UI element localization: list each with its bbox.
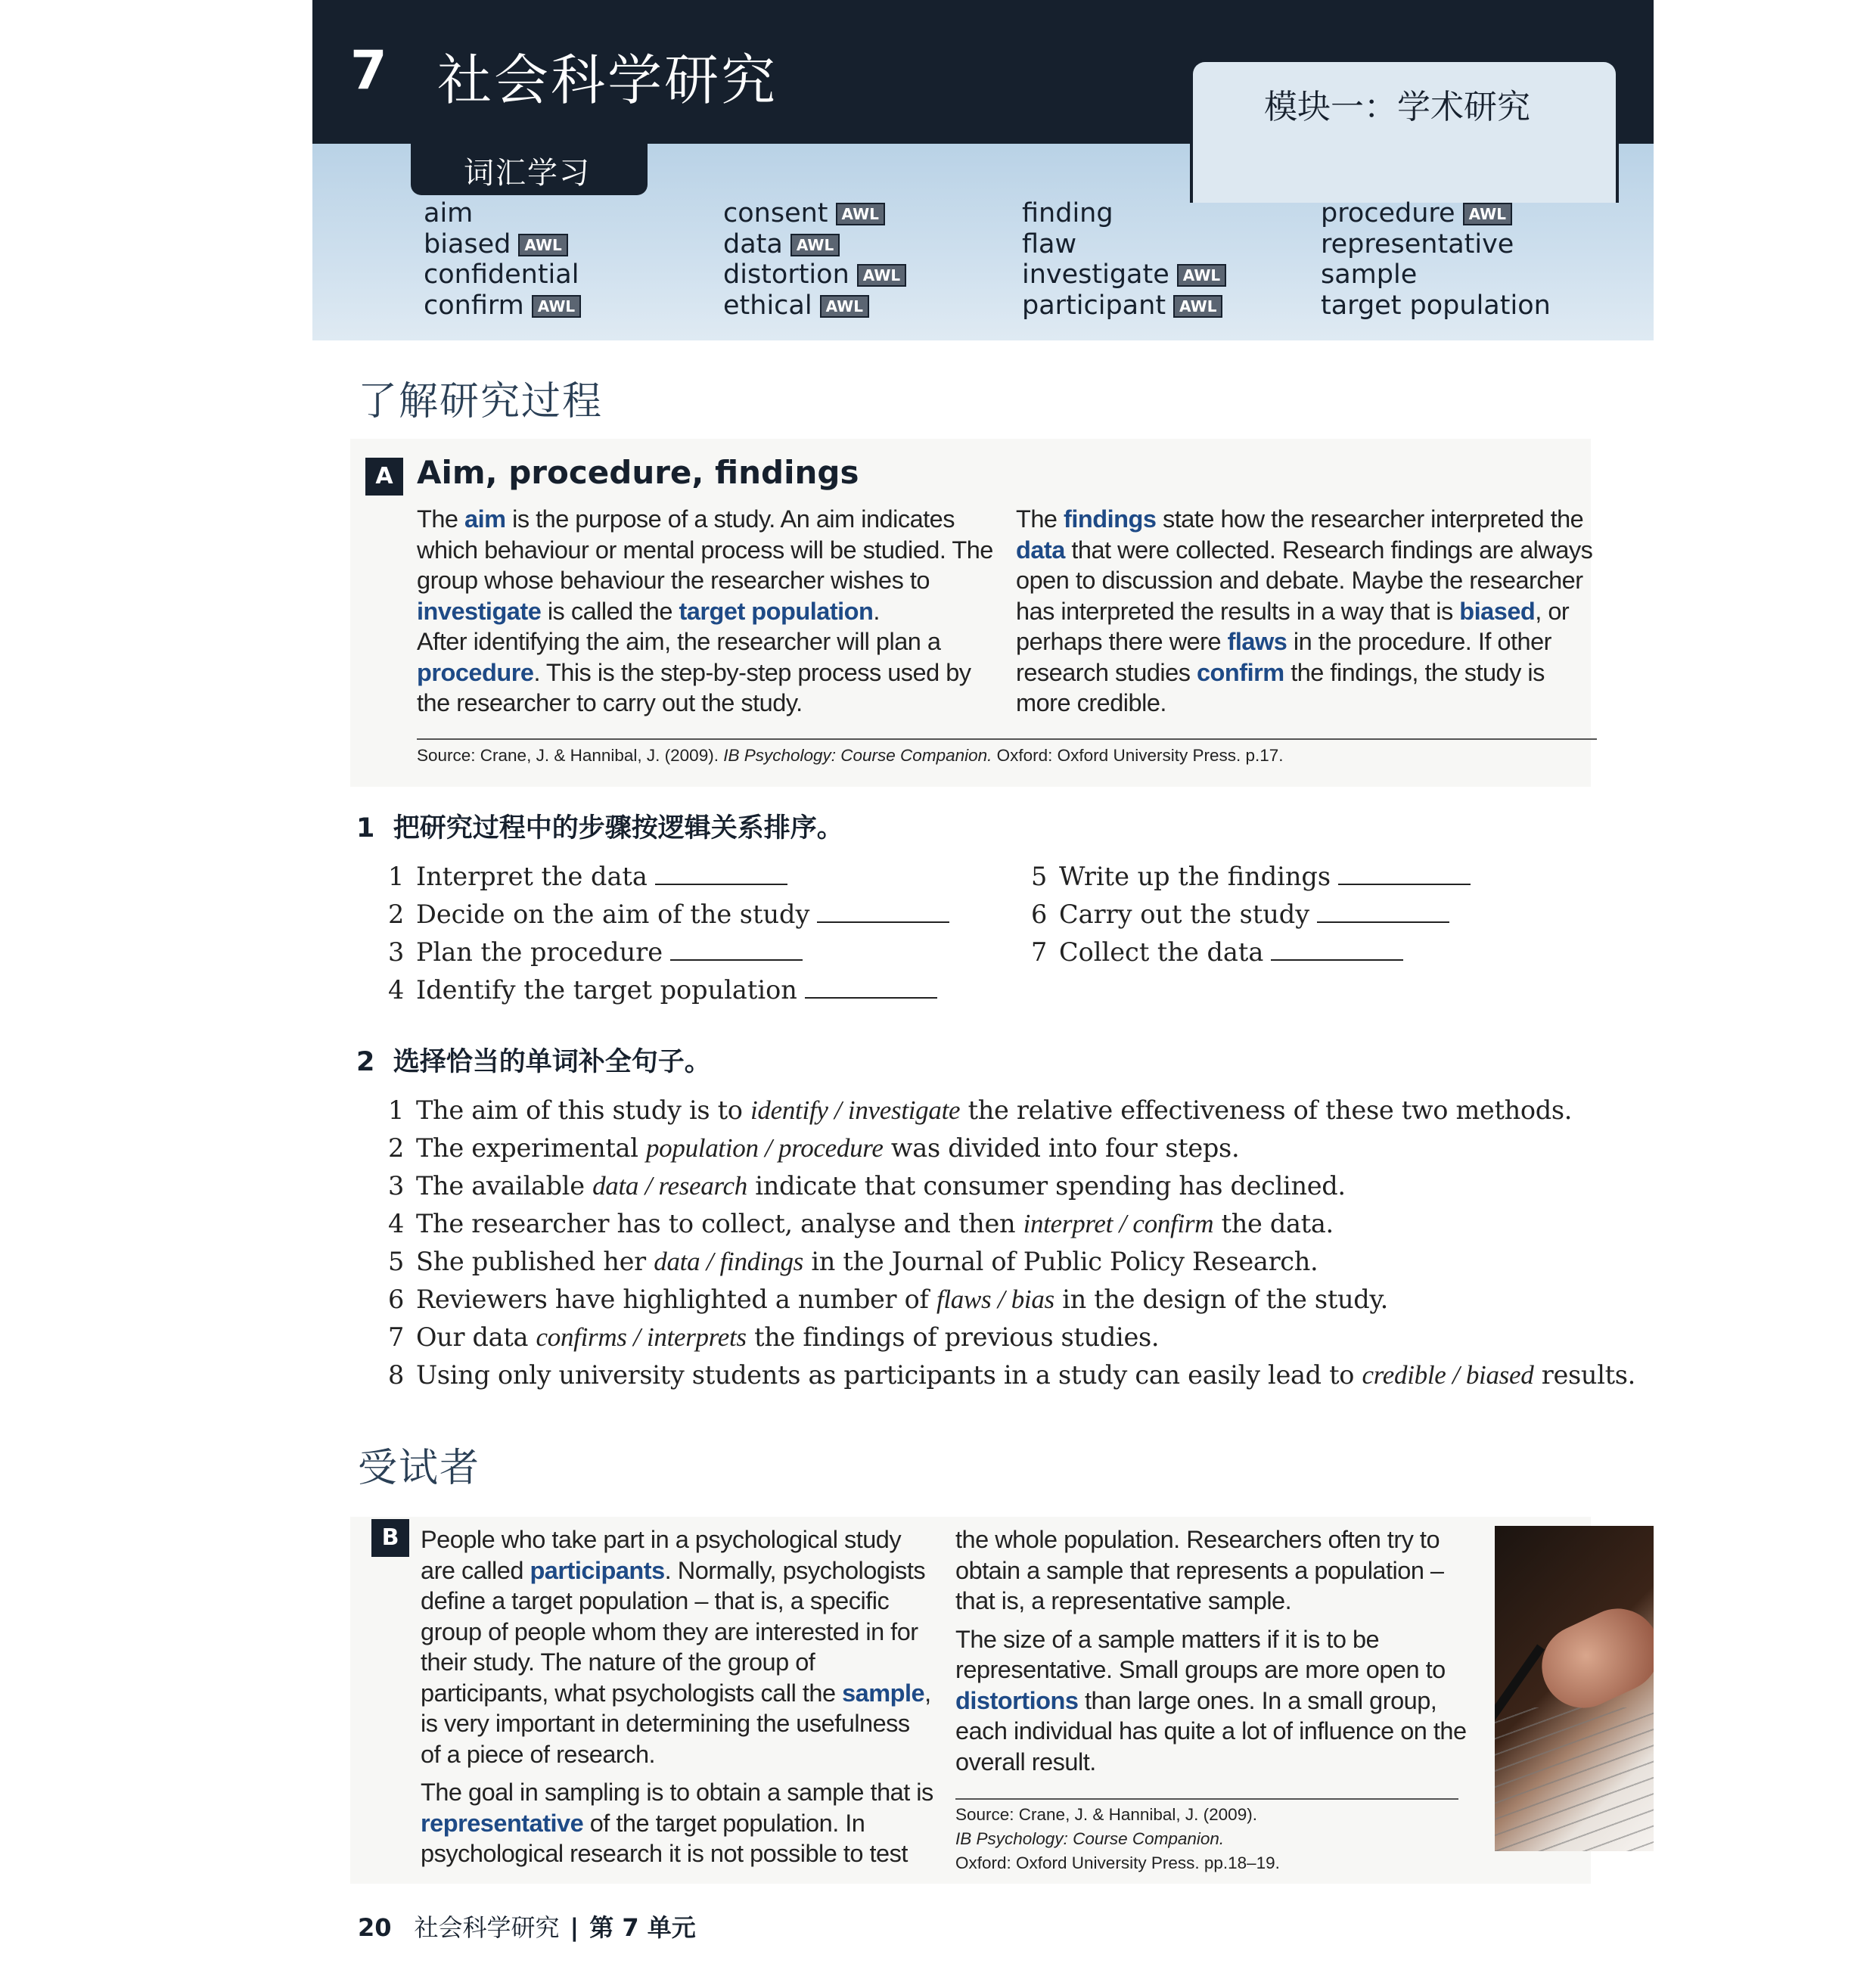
option-a[interactable]: identify: [750, 1095, 828, 1125]
answer-blank[interactable]: [655, 862, 787, 885]
box-a-heading: Aim, procedure, findings: [417, 454, 859, 491]
awl-badge: AWL: [820, 295, 869, 318]
option-a[interactable]: flaws: [936, 1285, 992, 1314]
box-b-badge: B: [371, 1519, 409, 1557]
item-text: results.: [1533, 1360, 1636, 1390]
section-title-research-process: 了解研究过程: [358, 379, 604, 424]
exercise-1-item: [1031, 896, 1471, 934]
awl-badge: AWL: [1177, 264, 1226, 287]
item-number: 3: [388, 937, 405, 967]
vocab-item: [723, 290, 906, 322]
keyword: aim: [464, 505, 506, 533]
item-text: Decide on the aim of the study: [416, 899, 810, 929]
vocab-word: representative: [1321, 228, 1514, 259]
item-text: Carry out the study: [1059, 899, 1310, 929]
item-number: 6: [388, 1285, 405, 1314]
item-text: Write up the findings: [1059, 862, 1331, 891]
vocab-item: [424, 229, 581, 260]
keyword: procedure: [417, 658, 534, 686]
keyword: findings: [1064, 505, 1157, 533]
keyword: confirm: [1196, 658, 1284, 686]
item-text: the data.: [1213, 1209, 1334, 1238]
item-text: The researcher has to collect, analyse and then: [416, 1209, 1023, 1238]
awl-badge: AWL: [836, 203, 885, 225]
item-text: Plan the procedure: [416, 937, 663, 967]
option-a[interactable]: data: [654, 1247, 700, 1276]
option-separator: /: [700, 1247, 720, 1276]
vocab-item: [1321, 290, 1551, 322]
vocab-item: [1321, 229, 1551, 260]
vocab-column-3: [1022, 198, 1226, 321]
awl-badge: AWL: [518, 234, 567, 256]
vocab-word: flaw: [1022, 228, 1077, 259]
vocab-item: [723, 259, 906, 290]
option-b[interactable]: biased: [1465, 1360, 1534, 1390]
option-b[interactable]: bias: [1011, 1285, 1054, 1314]
item-text: Our data: [416, 1322, 536, 1352]
vocab-word: finding: [1022, 198, 1113, 228]
keyword: sample: [842, 1679, 925, 1707]
vocab-word: confidential: [424, 259, 579, 290]
box-a-source: Source: Crane, J. & Hannibal, J. (2009). IB Psychology: Course Companion. Oxford: Oxford University Press. p.17.: [417, 746, 1284, 765]
option-a[interactable]: confirms: [536, 1322, 627, 1352]
exercise-1-item: [1031, 858, 1471, 896]
exercise-2-item: [388, 1319, 1635, 1356]
keyword: flaws: [1227, 628, 1287, 655]
item-text: Interpret the data: [416, 862, 648, 891]
option-separator: /: [1446, 1360, 1466, 1390]
vocab-item: [723, 198, 906, 229]
option-separator: /: [828, 1095, 848, 1125]
answer-blank[interactable]: [805, 976, 937, 999]
vocab-item: [723, 229, 906, 260]
keyword: investigate: [417, 597, 542, 625]
item-number: 1: [388, 862, 405, 891]
exercise-2-item: [388, 1129, 1635, 1167]
vocab-word: aim: [424, 198, 474, 228]
awl-badge: AWL: [1173, 295, 1222, 318]
exercise-1-list-right: [1031, 858, 1471, 971]
vocab-column-2: [723, 198, 906, 321]
textbook-page: [312, 0, 1654, 1976]
item-text: The experimental: [416, 1133, 646, 1163]
item-text: Identify the target population: [416, 975, 797, 1005]
item-number: 8: [388, 1360, 405, 1390]
keyword: target population: [679, 597, 874, 625]
option-a[interactable]: credible: [1362, 1360, 1446, 1390]
awl-badge: AWL: [790, 234, 840, 256]
item-number: 3: [388, 1171, 405, 1201]
box-b-column-2: the whole population. Researchers often try to obtain a sample that represents a population – that is, a representative sample. The size of a sample matters if it is to be representative. Small groups are more open to distortions than large ones. In a small group, each individual has quite a lot of influence on the overall result.: [955, 1526, 1467, 1776]
item-text: Reviewers have highlighted a number of: [416, 1285, 936, 1314]
vocab-word: procedure: [1321, 198, 1455, 228]
box-a-column-2: The findings state how the researcher interpreted the data that were collected. Research findings are always open to discussion and debate. Maybe the researcher has interpreted the results in a way that is biased, or perhaps there were flaws in the procedure. If other research studies confirm the findings, the study is more credible.: [1016, 505, 1593, 716]
option-separator: /: [626, 1322, 647, 1352]
keyword: participants: [530, 1556, 665, 1584]
vocabulary-tab-label: 词汇学习: [464, 156, 591, 191]
item-number: 2: [388, 1133, 405, 1163]
exercise-1-item: [388, 934, 949, 971]
item-number: 5: [388, 1247, 405, 1276]
vocab-item: [1321, 198, 1551, 229]
option-b[interactable]: investigate: [847, 1095, 961, 1125]
box-a-column-1: The aim is the purpose of a study. An aim indicates which behaviour or mental process will be studied. The group whose behaviour the researcher wishes to investigate is called the target population. After identifying the aim, the researcher will plan a procedure. This is the step-by-step process used by the researcher to carry out the study.: [417, 505, 993, 716]
vocab-word: data: [723, 228, 783, 259]
item-text: She published her: [416, 1247, 654, 1276]
answer-blank[interactable]: [1338, 862, 1471, 885]
awl-badge: AWL: [1463, 203, 1512, 225]
vocab-word: sample: [1321, 259, 1418, 290]
item-number: 7: [1031, 937, 1048, 967]
item-text: in the design of the study.: [1054, 1285, 1388, 1314]
unit-number: 7: [350, 39, 387, 101]
item-text: was divided into four steps.: [883, 1133, 1240, 1163]
option-b[interactable]: confirm: [1132, 1209, 1214, 1238]
exercise-1-list-left: [388, 858, 949, 1009]
exercise-2-item: [388, 1243, 1635, 1281]
vocab-word: participant: [1022, 290, 1166, 321]
vocab-item: [1022, 290, 1226, 322]
vocab-word: biased: [424, 228, 511, 259]
item-text: the relative effectiveness of these two methods.: [960, 1095, 1573, 1125]
vocab-column-1: [424, 198, 581, 321]
vocab-column-4: [1321, 198, 1551, 321]
exercise-2-item: [388, 1281, 1635, 1319]
item-text: indicate that consumer spending has declined.: [747, 1171, 1346, 1201]
option-a[interactable]: interpret: [1023, 1209, 1113, 1238]
vocab-word: target population: [1321, 290, 1551, 321]
option-b[interactable]: research: [658, 1171, 747, 1201]
exercise-2-item: [388, 1092, 1635, 1129]
item-number: 5: [1031, 862, 1048, 891]
awl-badge: AWL: [532, 295, 581, 318]
exercise-1-item: [388, 858, 949, 896]
answer-blank[interactable]: [670, 938, 803, 961]
answer-blank[interactable]: [1271, 938, 1403, 961]
exercise-1-heading: [356, 807, 843, 845]
exercise-2-heading: [356, 1041, 711, 1079]
exercise-2-item: [388, 1167, 1635, 1205]
vocab-item: [1321, 259, 1551, 290]
unit-title: 社会科学研究: [437, 48, 778, 112]
section-title-participants: 受试者: [358, 1446, 481, 1491]
photo-hand-writing: [1495, 1526, 1654, 1851]
page-footer: 20 社会科学研究 | 第 7 单元: [358, 1913, 696, 1942]
item-text: the findings of previous studies.: [746, 1322, 1160, 1352]
item-text: The available: [416, 1171, 593, 1201]
option-separator: /: [991, 1285, 1011, 1314]
exercise-1-instruction: 把研究过程中的步骤按逻辑关系排序。: [393, 813, 843, 844]
exercise-2-instruction: 选择恰当的单词补全句子。: [393, 1047, 711, 1077]
option-separator: /: [1113, 1209, 1133, 1238]
vocab-item: [424, 259, 581, 290]
vocab-word: distortion: [723, 259, 849, 290]
box-a-badge: A: [365, 458, 403, 496]
item-number: 7: [388, 1322, 405, 1352]
answer-blank[interactable]: [817, 900, 949, 923]
awl-badge: AWL: [857, 264, 906, 287]
answer-blank[interactable]: [1317, 900, 1449, 923]
item-number: 6: [1031, 899, 1048, 929]
vocab-word: confirm: [424, 290, 524, 321]
item-number: 2: [388, 899, 405, 929]
option-a[interactable]: data: [592, 1171, 639, 1201]
item-text: Collect the data: [1059, 937, 1264, 967]
vocab-item: [424, 290, 581, 322]
item-text: in the Journal of Public Policy Research.: [803, 1247, 1318, 1276]
option-b[interactable]: findings: [719, 1247, 804, 1276]
vocab-item: [1022, 259, 1226, 290]
keyword: distortions: [955, 1686, 1079, 1714]
option-separator: /: [638, 1171, 659, 1201]
option-b[interactable]: procedure: [778, 1133, 884, 1163]
box-a-source-divider: [417, 738, 1597, 740]
exercise-2-item: [388, 1356, 1635, 1394]
exercise-1-number: 1: [356, 813, 375, 844]
item-number: 4: [388, 975, 405, 1005]
item-number: 1: [388, 1095, 405, 1125]
exercise-1-item: [388, 971, 949, 1009]
footer-unit-label: 第 7 单元: [589, 1913, 696, 1942]
item-text: The aim of this study is to: [416, 1095, 750, 1125]
vocab-item: [1022, 198, 1226, 229]
exercise-2-item: [388, 1205, 1635, 1243]
exercise-1-item: [388, 896, 949, 934]
option-separator: /: [758, 1133, 778, 1163]
module-label: 模块一：学术研究: [1264, 88, 1530, 126]
vocab-word: investigate: [1022, 259, 1169, 290]
exercise-1-item: [1031, 934, 1471, 971]
option-b[interactable]: interprets: [646, 1322, 747, 1352]
item-text: Using only university students as participants in a study can easily lead to: [416, 1360, 1362, 1390]
page-number: 20: [358, 1913, 392, 1942]
box-b-source: Source: Crane, J. & Hannibal, J. (2009). IB Psychology: Course Companion. Oxford: Oxford University Press. pp.18–19.: [955, 1805, 1280, 1872]
exercise-2-number: 2: [356, 1047, 375, 1077]
footer-unit-title: 社会科学研究: [414, 1913, 560, 1942]
option-a[interactable]: population: [645, 1133, 759, 1163]
vocab-word: consent: [723, 198, 828, 228]
keyword: representative: [421, 1809, 584, 1837]
item-number: 4: [388, 1209, 405, 1238]
exercise-2-list: [388, 1092, 1635, 1394]
keyword: data: [1016, 536, 1065, 564]
box-b-column-1: People who take part in a psychological study are called participants. Normally, psychologists define a target population – that is, a specific group of people whom they are interested in for their study. The nature of the group of participants, what psychologists call the sample, is very important in determining the usefulness of a piece of research. The goal in sampling is to obtain a sample that is representative of the target population. In psychological research it is not possible to test: [421, 1526, 933, 1867]
vocab-item: [424, 198, 581, 229]
vocab-word: ethical: [723, 290, 812, 321]
keyword: biased: [1459, 597, 1536, 625]
vocab-item: [1022, 229, 1226, 260]
box-b-source-divider: [955, 1798, 1458, 1800]
